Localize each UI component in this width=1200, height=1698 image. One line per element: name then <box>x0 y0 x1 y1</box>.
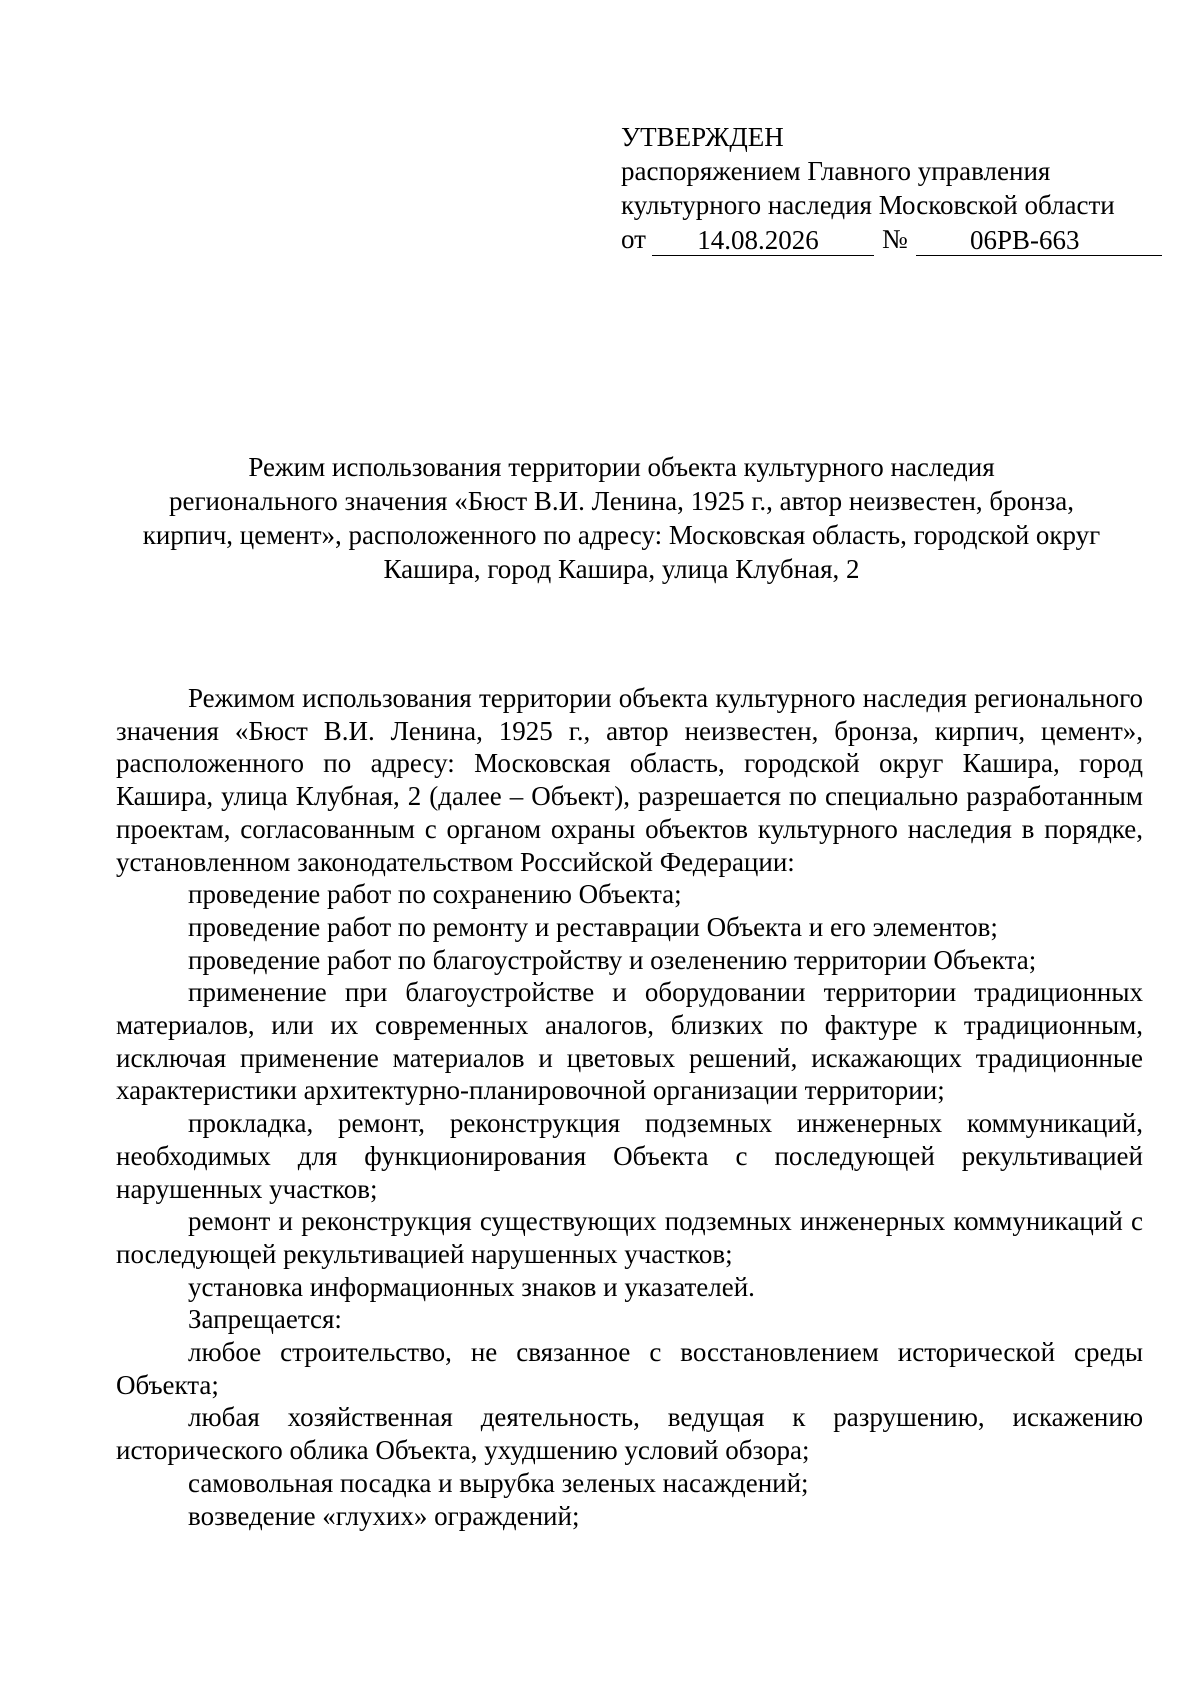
title-line-1: Режим использования территории объекта культурного наследия <box>248 452 995 482</box>
allowed-item: проведение работ по ремонту и реставрации Объекта и его элементов; <box>188 911 998 942</box>
approval-stamp <box>621 120 1162 256</box>
approval-authority-line-2: культурного наследия Московской области <box>621 190 1115 220</box>
prohibited-item: самовольная посадка и вырубка зеленых насаждений; <box>188 1467 809 1498</box>
prohibited-item: любое строительство, не связанное с восстановлением исторической среды Объекта; <box>116 1337 1143 1400</box>
prohibited-item: любая хозяйственная деятельность, ведущая к разрушению, искажению исторического облика Объекта, ухудшению условий обзора; <box>116 1402 1143 1466</box>
document-title <box>100 450 1143 586</box>
approval-heading: УТВЕРЖДЕН <box>621 122 784 152</box>
number-sign: № <box>881 224 908 254</box>
allowed-item: ремонт и реконструкция существующих подземных инженерных коммуникаций с последующей рекультивацией нарушенных участков; <box>116 1206 1143 1269</box>
approval-number: 06РВ-663 <box>916 225 1162 256</box>
allowed-item: установка информационных знаков и указателей. <box>188 1271 755 1302</box>
date-prefix: от <box>621 224 646 254</box>
allowed-item: применение при благоустройстве и оборудовании территории традиционных материалов, или их современных аналогов, близких по фактуре к традиционным, исключая применение материалов и цветовых решений, искажающих традиционные характеристики архитектурно-планировочной организации территории; <box>116 977 1143 1106</box>
document-body <box>116 682 1143 1532</box>
allowed-item: проведение работ по благоустройству и озеленению территории Объекта; <box>188 944 1037 975</box>
allowed-item: прокладка, ремонт, реконструкция подземных инженерных коммуникаций, необходимых для функционирования Объекта с последующей рекультивацией нарушенных участков; <box>116 1108 1143 1204</box>
title-line-3: кирпич, цемент», расположенного по адресу: Московская область, городской округ <box>142 520 1101 550</box>
approval-date-number-row <box>621 222 1162 256</box>
title-line-4: Кашира, город Кашира, улица Клубная, 2 <box>383 554 860 584</box>
allowed-item: проведение работ по сохранению Объекта; <box>188 879 682 910</box>
intro-paragraph: Режимом использования территории объекта культурного наследия регионального значения «Бюст В.И. Ленина, 1925 г., автор неизвестен, бронза, кирпич, цемент», расположенного по адресу: Московская область, городской округ Кашира, город Кашира, улица Клубная, 2 (далее – Объект), разрешается по специально разработанным проектам, согласованным с органом охраны объектов культурного наследия в порядке, установленном законодательством Российской Федерации: <box>116 683 1143 877</box>
approval-date: 14.08.2026 <box>652 225 874 256</box>
approval-authority-line-1: распоряжением Главного управления <box>621 156 1051 186</box>
prohibited-item: возведение «глухих» ограждений; <box>188 1500 580 1531</box>
title-line-2: регионального значения «Бюст В.И. Ленина, 1925 г., автор неизвестен, бронза, <box>168 486 1074 516</box>
prohibited-heading: Запрещается: <box>188 1304 342 1335</box>
